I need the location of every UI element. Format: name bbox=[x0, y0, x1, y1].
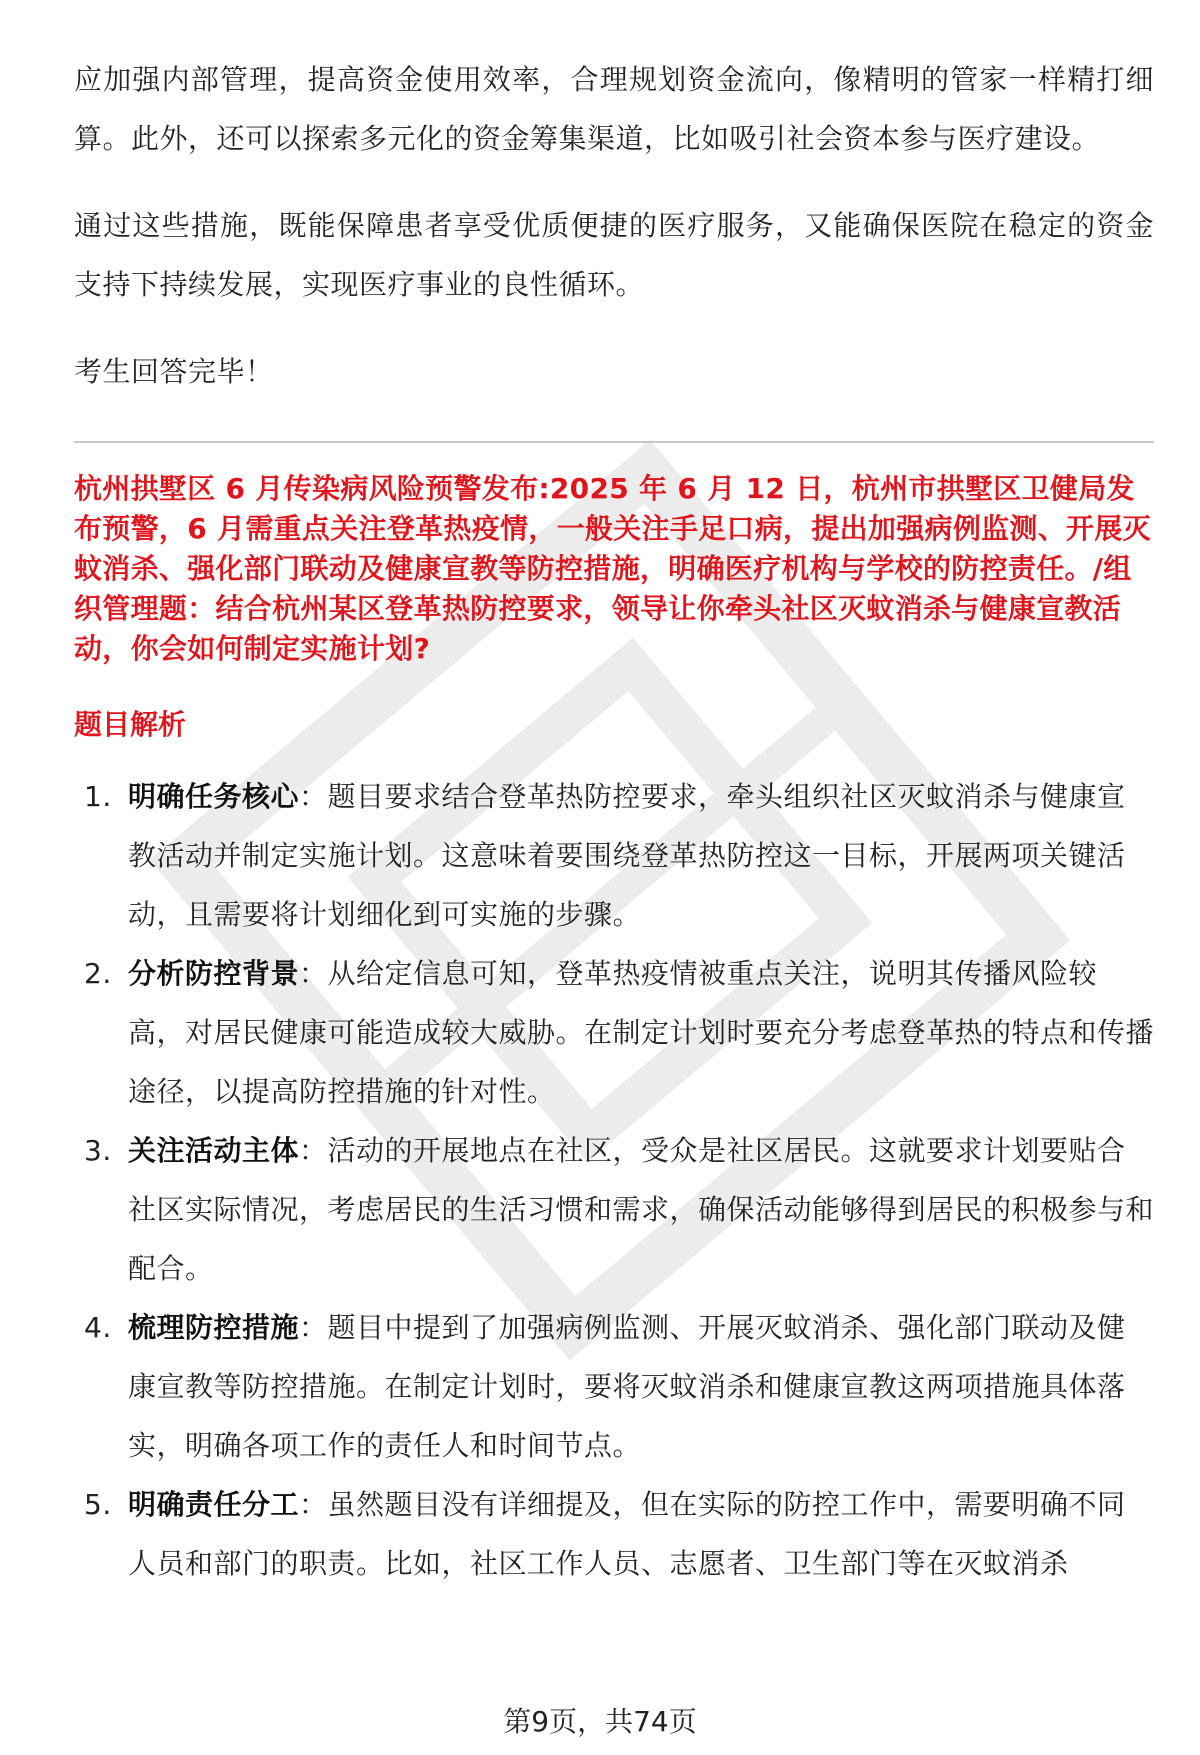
list-text: ：题目中提到了加强病例监测、开展灭蚊消杀、强化部门联动及健康宣教等防控措施。在制定计划时，要将灭蚊消杀和健康宣教这两项措施具体落实，明确各项工作的责任人和时间节点。 bbox=[128, 1311, 1126, 1462]
list-item bbox=[74, 767, 1154, 944]
list-keyword: 明确责任分工 bbox=[128, 1488, 300, 1521]
list-text: ：虽然题目没有详细提及，但在实际的防控工作中，需要明确不同人员和部门的职责。比如，社区工作人员、志愿者、卫生部门等在灭蚊消杀 bbox=[128, 1488, 1126, 1580]
list-text: ：题目要求结合登革热防控要求，牵头组织社区灭蚊消杀与健康宣教活动并制定实施计划。这意味着要围绕登革热防控这一目标，开展两项关键活动，且需要将计划细化到可实施的步骤。 bbox=[128, 780, 1126, 931]
list-number: 1. bbox=[84, 780, 112, 813]
intro-paragraph-1: 应加强内部管理，提高资金使用效率，合理规划资金流向，像精明的管家一样精打细算。此外，还可以探索多元化的资金筹集渠道，比如吸引社会资本参与医疗建设。 bbox=[74, 63, 1154, 155]
analysis-list bbox=[74, 767, 1154, 1593]
intro-paragraph-3: 考生回答完毕！ bbox=[74, 355, 274, 388]
list-number: 4. bbox=[84, 1311, 112, 1344]
list-text: ：从给定信息可知，登革热疫情被重点关注，说明其传播风险较高，对居民健康可能造成较大威胁。在制定计划时要充分考虑登革热的特点和传播途径，以提高防控措施的针对性。 bbox=[128, 957, 1155, 1108]
list-keyword: 梳理防控措施 bbox=[128, 1311, 300, 1344]
list-text: ：活动的开展地点在社区，受众是社区居民。这就要求计划要贴合社区实际情况，考虑居民的生活习惯和需求，确保活动能够得到居民的积极参与和配合。 bbox=[128, 1134, 1155, 1285]
alert-question: 杭州拱墅区 6 月传染病风险预警发布:2025 年 6 月 12 日，杭州市拱墅区卫健局发布预警，6 月需重点关注登革热疫情，一般关注手足口病，提出加强病例监测、开展灭蚊消杀、强化部门联动及健康宣教等防控措施，明确医疗机构与学校的防控责任。/组织管理题：结合杭州某区登革热防控要求，领导让你牵头社区灭蚊消杀与健康宣教活动，你会如何制定实施计划? bbox=[74, 472, 1151, 665]
page-number: 第9页，共74页 bbox=[503, 1705, 697, 1738]
list-item bbox=[74, 1121, 1154, 1298]
list-number: 5. bbox=[84, 1488, 112, 1521]
list-number: 3. bbox=[84, 1134, 112, 1167]
list-keyword: 明确任务核心 bbox=[128, 780, 300, 813]
divider bbox=[74, 441, 1154, 443]
list-item bbox=[74, 1298, 1154, 1475]
list-number: 2. bbox=[84, 957, 112, 990]
list-keyword: 分析防控背景 bbox=[128, 957, 300, 990]
list-item bbox=[74, 944, 1154, 1121]
list-keyword: 关注活动主体 bbox=[128, 1134, 300, 1167]
list-item bbox=[74, 1475, 1154, 1593]
section-title: 题目解析 bbox=[74, 708, 187, 741]
intro-paragraph-2: 通过这些措施，既能保障患者享受优质便捷的医疗服务，又能确保医院在稳定的资金支持下持续发展，实现医疗事业的良性循环。 bbox=[74, 209, 1154, 301]
document-page bbox=[74, 50, 1154, 1593]
